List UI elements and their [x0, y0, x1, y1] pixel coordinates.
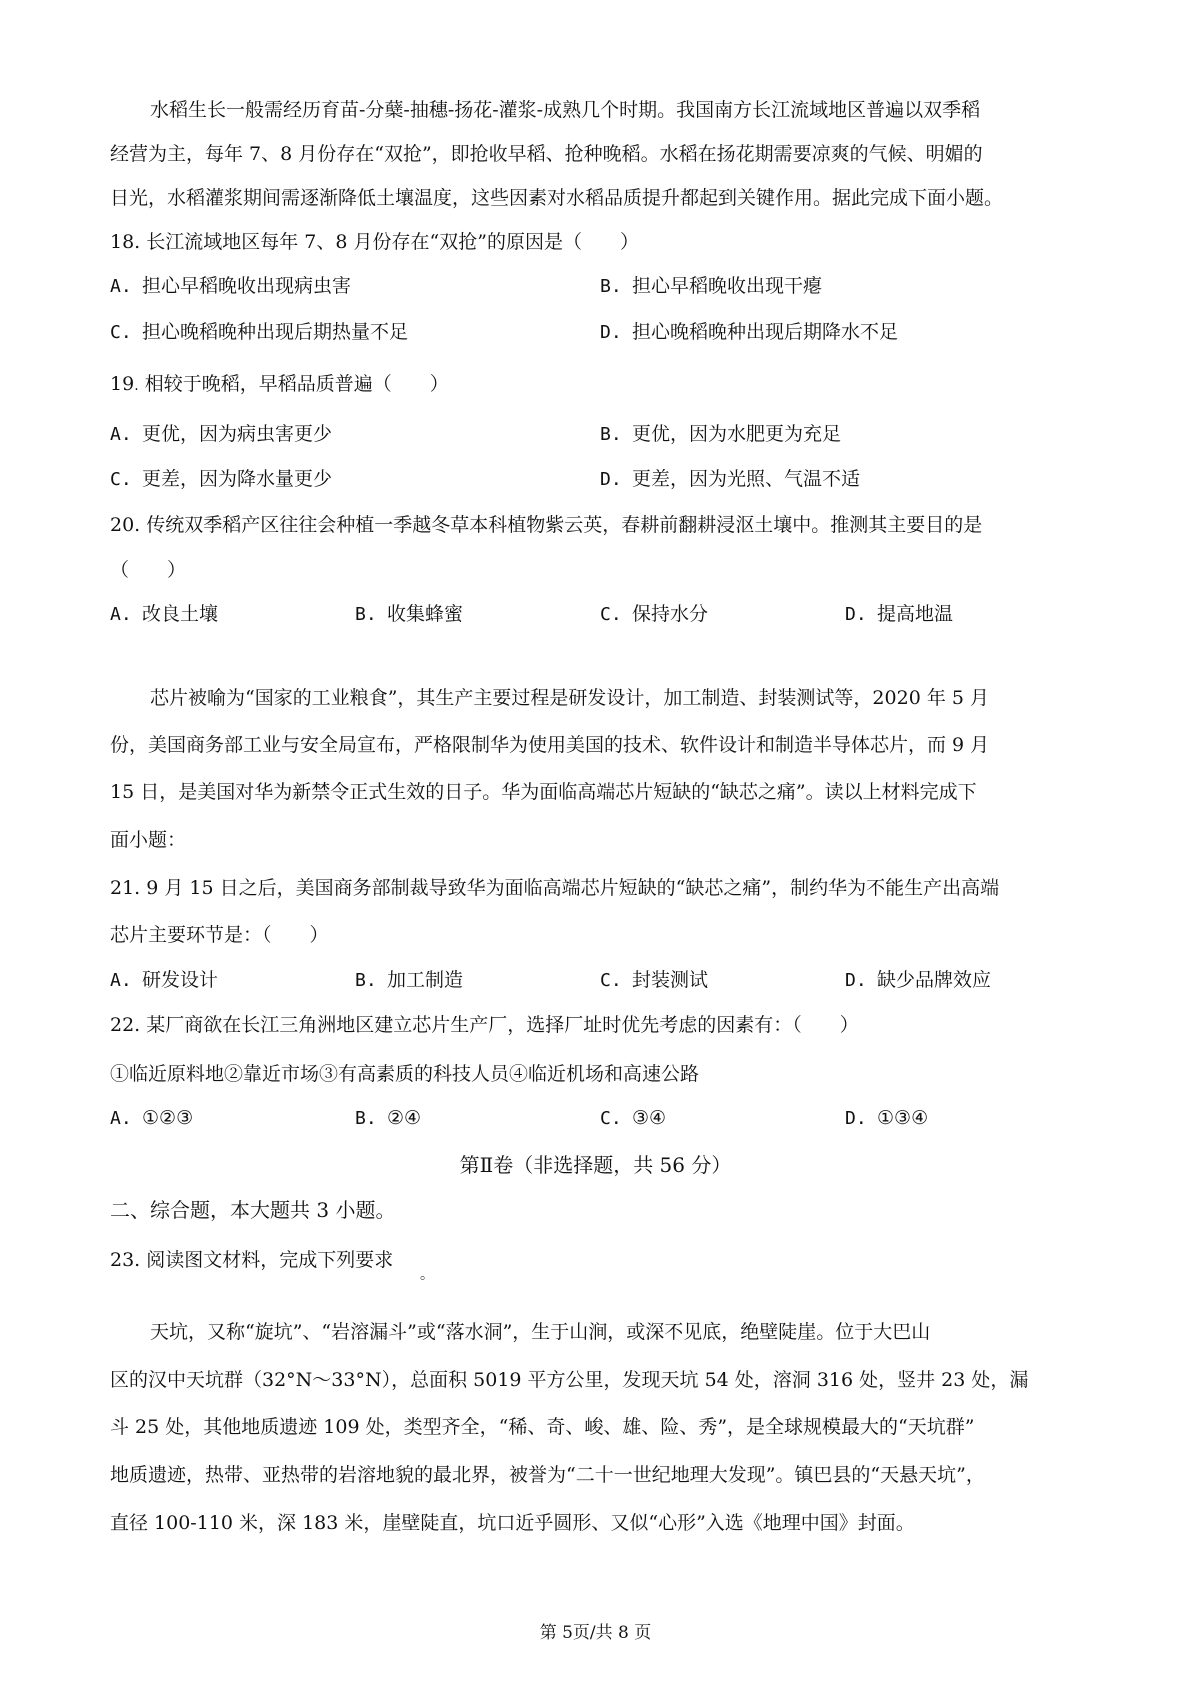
q18-option-a: A. 担心早稻晚收出现病虫害	[110, 275, 352, 297]
question-21-stem-1: 21. 9 月 15 日之后，美国商务部制裁导致华为面临高端芯片短缺的“缺芯之痛”，制约华为不能生产出高端	[110, 877, 1000, 899]
intro3-line-5: 直径 100-110 米，深 183 米，崖壁陡直，坑口近乎圆形、又似“心形”入选《地理中国》封面。	[110, 1512, 915, 1534]
q20-option-c: C. 保持水分	[600, 603, 709, 625]
q21-option-b: B. 加工制造	[355, 969, 464, 991]
question-21-stem-2: 芯片主要环节是：（ ）	[110, 924, 329, 946]
question-19-stem: 19. 相较于晚稻，早稻品质普遍（ ）	[110, 373, 449, 395]
section-title: 第Ⅱ卷（非选择题，共 56 分）	[459, 1153, 732, 1177]
q20-option-d: D. 提高地温	[845, 603, 954, 625]
intro2-line-2: 份，美国商务部工业与安全局宣布，严格限制华为使用美国的技术、软件设计和制造半导体芯片，而 9 月	[110, 734, 990, 756]
q22-option-d: D. ①③④	[845, 1107, 929, 1129]
question-23-stem: 23. 阅读图文材料，完成下列要求	[110, 1249, 394, 1271]
question-20-paren: （ ）	[110, 559, 187, 581]
intro3-line-2: 区的汉中天坑群（32°N～33°N），总面积 5019 平方公里，发现天坑 54 处，溶洞 316 处，竖井 23 处，漏	[110, 1369, 1029, 1391]
q19-option-b: B. 更优，因为水肥更为充足	[600, 423, 842, 445]
q19-option-a: A. 更优，因为病虫害更少	[110, 423, 333, 445]
question-18-stem: 18. 长江流域地区每年 7、8 月份存在“双抢”的原因是（ ）	[110, 231, 639, 253]
intro3-line-3: 斗 25 处，其他地质遗迹 109 处，类型齐全，“稀、奇、峻、雄、险、秀”，是全球规模最大的“天坑群”	[110, 1416, 975, 1438]
question-22-stem: 22. 某厂商欲在长江三角洲地区建立芯片生产厂，选择厂址时优先考虑的因素有：（ ）	[110, 1014, 859, 1036]
question-20-stem: 20. 传统双季稻产区往往会种植一季越冬草本科植物紫云英，春耕前翻耕浸沤土壤中。推测其主要目的是	[110, 514, 983, 536]
intro1-line-3: 日光，水稻灌浆期间需逐渐降低土壤温度，这些因素对水稻品质提升都起到关键作用。据此完成下面小题。	[110, 187, 1004, 209]
intro3-line-4: 地质遗迹，热带、亚热带的岩溶地貌的最北界，被誉为“二十一世纪地理大发现”。镇巴县的“天悬天坑”，	[110, 1464, 985, 1486]
question-19-number: 19	[110, 373, 135, 395]
q22-option-a: A. ①②③	[110, 1107, 194, 1129]
intro2-line-3: 15 日，是美国对华为新禁令正式生效的日子。华为面临高端芯片短缺的“缺芯之痛”。读以上材料完成下	[110, 781, 977, 803]
q22-option-c: C. ③④	[600, 1107, 667, 1129]
question-19-text: 相较于晚稻，早稻品质普遍（ ）	[144, 373, 449, 395]
q18-option-d: D. 担心晚稻晚种出现后期降水不足	[600, 321, 899, 343]
q21-option-a: A. 研发设计	[110, 969, 219, 991]
q19-option-d: D. 更差，因为光照、气温不适	[600, 468, 861, 490]
intro2-line-4: 面小题：	[110, 829, 187, 851]
intro2-line-1: 芯片被喻为“国家的工业粮食”，其生产主要过程是研发设计，加工制造、封装测试等，2020 年 5 月	[150, 687, 989, 709]
q22-option-b: B. ②④	[355, 1107, 422, 1129]
intro1-line-2: 经营为主，每年 7、8 月份存在“双抢”，即抢收早稻、抢种晚稻。水稻在扬花期需要凉爽的气候、明媚的	[110, 143, 983, 165]
q21-option-c: C. 封装测试	[600, 969, 709, 991]
q18-option-c: C. 担心晚稻晚种出现后期热量不足	[110, 321, 409, 343]
q20-option-a: A. 改良土壤	[110, 603, 219, 625]
intro3-line-1: 天坑，又称“旋坑”、“岩溶漏斗”或“落水洞”，生于山涧，或深不见底，绝壁陡崖。位于大巴山	[150, 1321, 931, 1343]
question-23-dot: 。	[420, 1267, 434, 1283]
q21-option-d: D. 缺少品牌效应	[845, 969, 992, 991]
q20-option-b: B. 收集蜂蜜	[355, 603, 464, 625]
section-heading: 二、综合题，本大题共 3 小题。	[110, 1198, 396, 1222]
question-22-items: ①临近原料地②靠近市场③有高素质的科技人员④临近机场和高速公路	[110, 1063, 700, 1085]
q18-option-b: B. 担心早稻晚收出现干瘪	[600, 275, 823, 297]
q19-option-c: C. 更差，因为降水量更少	[110, 468, 333, 490]
intro1-line-1: 水稻生长一般需经历育苗-分蘖-抽穗-扬花-灌浆-成熟几个时期。我国南方长江流域地区普遍以双季稻	[150, 99, 981, 121]
page-footer: 第 5页/共 8 页	[539, 1623, 652, 1643]
